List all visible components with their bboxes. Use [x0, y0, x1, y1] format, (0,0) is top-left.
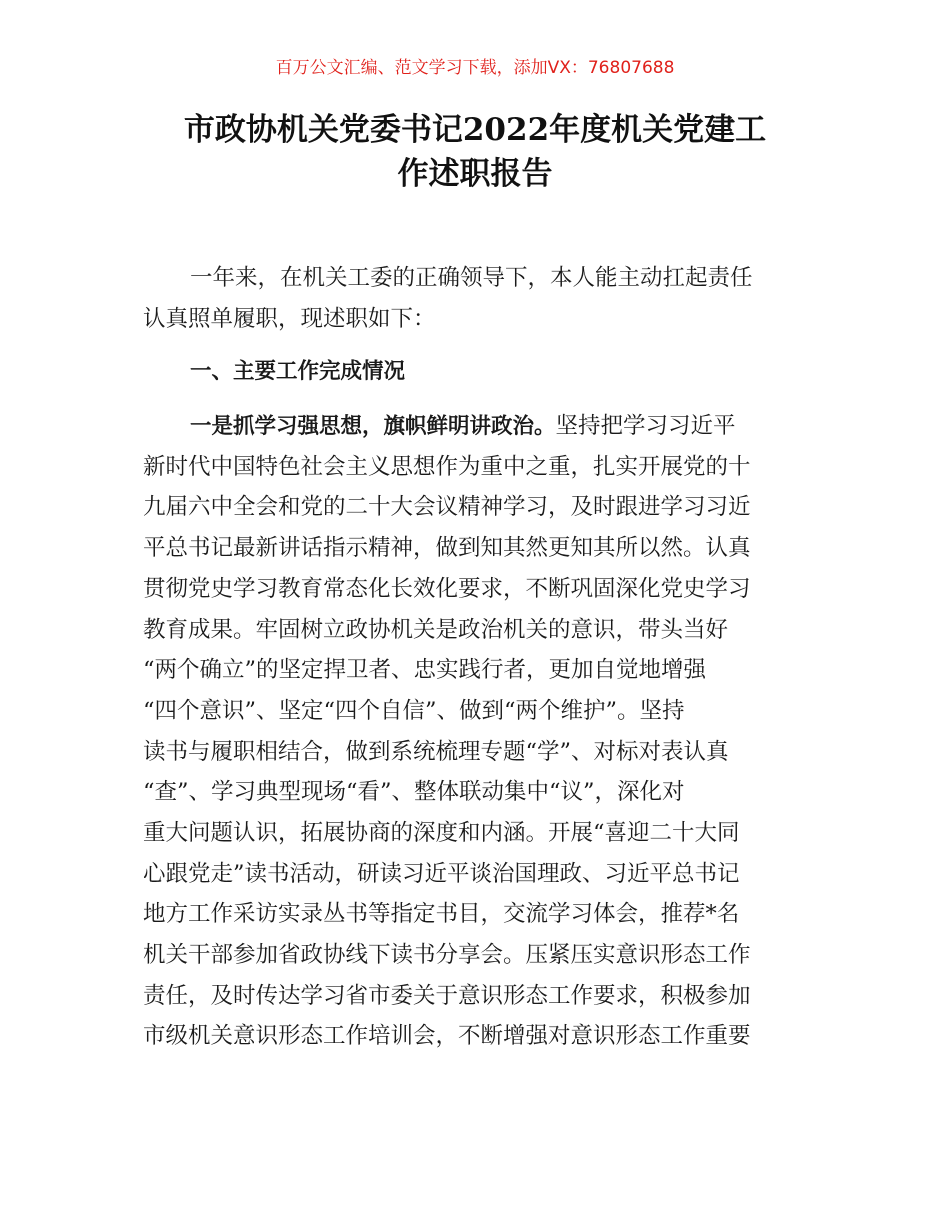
title-line-2: 作述职报告 [397, 156, 553, 192]
paragraph-line: 平总书记最新讲话指示精神，做到知其然更知其所以然。认真 [143, 535, 751, 562]
paragraph-line: 市级机关意识形态工作培训会，不断增强对意识形态工作重要 [143, 1023, 751, 1050]
intro-line-1: 一年来，在机关工委的正确领导下，本人能主动扛起责任 [190, 265, 753, 291]
paragraph-line: “四个意识”、坚定“四个自信”、做到“两个维护”。坚持 [143, 697, 685, 724]
paragraph-line: 地方工作采访实录丛书等指定书目，交流学习体会，推荐*名 [143, 901, 740, 928]
paragraph-line: 心跟党走”读书活动，研读习近平谈治国理政、习近平总书记 [143, 860, 740, 887]
intro-line-2: 认真照单履职，现述职如下： [143, 305, 436, 332]
paragraph-line: 读书与履职相结合，做到系统梳理专题“学”、对标对表认真 [143, 738, 729, 765]
paragraph-first-line [143, 406, 813, 447]
paragraph-line: 机关干部参加省政协线下读书分享会。压紧压实意识形态工作 [143, 942, 751, 968]
paragraph-line: “查”、学习典型现场“看”、整体联动集中“议”，深化对 [143, 779, 685, 806]
watermark-banner: 百万公文汇编、范文学习下载，添加VX：76807688 [275, 58, 675, 78]
paragraph-line: 重大问题认识，拓展协商的深度和内涵。开展“喜迎二十大同 [143, 819, 740, 846]
document-body [143, 258, 813, 1057]
paragraph-line: 责任，及时传达学习省市委关于意识形态工作要求，积极参加 [143, 982, 751, 1009]
paragraph-line: 九届六中全会和党的二十大会议精神学习，及时跟进学习习近 [143, 494, 751, 521]
title-line-1: 市政协机关党委书记2022年度机关党建工 [183, 112, 767, 148]
paragraph-lead-bold: 一是抓学习强思想，旗帜鲜明讲政治。 [190, 414, 556, 440]
paragraph-line: 教育成果。牢固树立政协机关是政治机关的意识，带头当好 [143, 616, 729, 643]
paragraph-line: “两个确立”的坚定捍卫者、忠实践行者，更加自觉地增强 [143, 657, 707, 684]
document-title [90, 108, 860, 196]
section-heading: 一、主要工作完成情况 [190, 359, 406, 385]
paragraph-line: 贯彻党史学习教育常态化长效化要求，不断巩固深化党史学习 [143, 575, 751, 602]
paragraph-line: 新时代中国特色社会主义思想作为重中之重，扎实开展党的十 [143, 453, 751, 480]
paragraph-lead-rest: 坚持把学习习近平 [555, 413, 736, 440]
